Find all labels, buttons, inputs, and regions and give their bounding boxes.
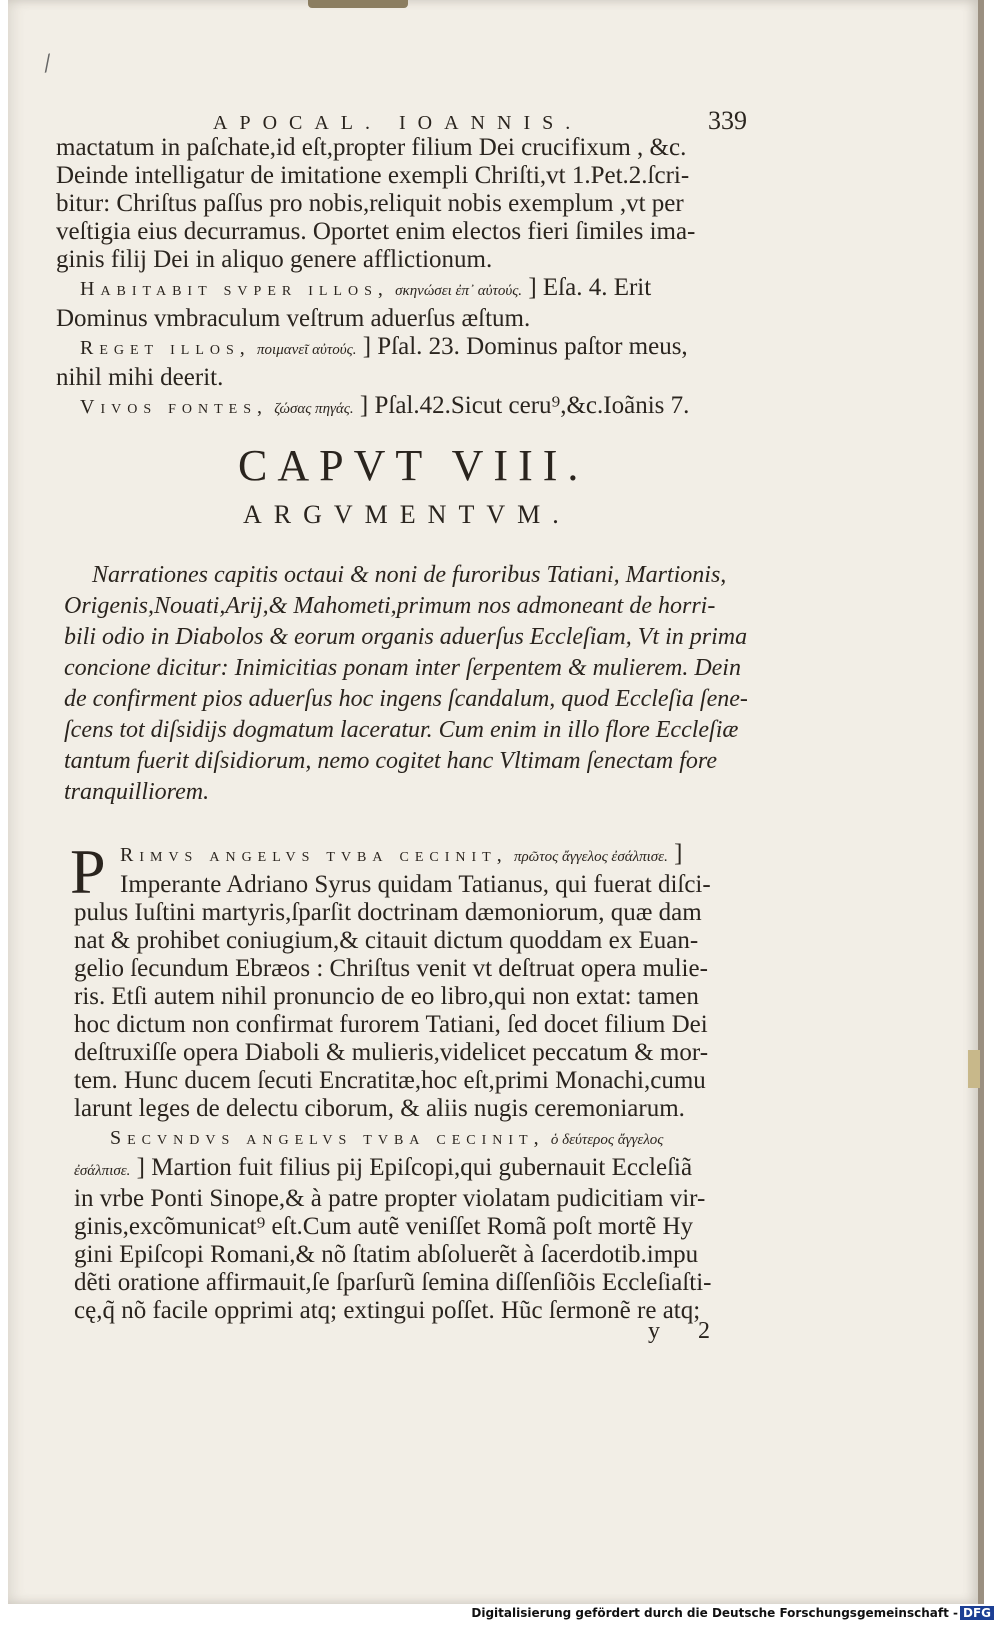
- lemma: Secvndvs angelvs tvba cecinit,: [110, 1127, 545, 1149]
- text-line: nat & prohibet coniugium,& citauit dictum quoddam ex Euan-: [74, 927, 699, 954]
- text-line: nihil mihi deerit.: [56, 364, 224, 391]
- text-line: pulus Iuſtini martyris,ſparſit doctrinam dæmoniorum, quæ dam: [74, 899, 702, 926]
- argument-line: concione dicitur: Inimicitias ponam inter ſerpentem & mulierem. Dein: [64, 655, 741, 681]
- text-line: [74, 1154, 774, 1185]
- lemma-line: [74, 840, 774, 871]
- chapter-title: CAPVT VIII.: [238, 441, 589, 490]
- greek-text: ζώσας πηγάς.: [274, 401, 354, 417]
- text-line: larunt leges de delectu ciborum, & aliis nugis ceremoniarum.: [74, 1095, 685, 1122]
- greek-text: ὁ δεύτερος ἄγγελος: [550, 1132, 664, 1148]
- lemma-line: [56, 333, 766, 364]
- argument-line: ſcens tot diſsidijs dogmatum laceratur. Cum enim in illo flore Eccleſiæ: [64, 717, 739, 743]
- text-line: ris. Etſi autem nihil pronuncio de eo libro,qui non extat: tamen: [74, 983, 699, 1010]
- argument-line: de confirment pios aduerſus hoc ingens ſcandalum, quod Eccleſia ſene-: [64, 686, 748, 712]
- lemma-line: [56, 392, 766, 423]
- argument-line: bili odio in Diabolos & eorum organis aduerſus Eccleſiam, Vt in prima: [64, 624, 748, 650]
- argument-line: Narrationes capitis octaui & noni de furoribus Tatiani, Martionis,: [92, 562, 727, 588]
- running-head: APOCAL. IOANNIS.: [213, 112, 583, 134]
- text-line: Deinde intelligatur de imitatione exempli Chriſti,vt 1.Pet.2.ſcri-: [56, 162, 690, 189]
- digitization-credit: [471, 1606, 994, 1620]
- text-line: in vrbe Ponti Sinope,& à patre propter violatam pudicitiam vir-: [74, 1185, 706, 1212]
- reference: ] Pſal.42.Sicut ceru⁹,&c.Ioãnis 7.: [359, 392, 690, 419]
- text-line: cę,q̃ nõ facile opprimi atq; extingui poſſet. Hũc ſermonẽ re atq;: [74, 1297, 701, 1324]
- reference: ] Eſa. 4. Erit: [528, 274, 652, 301]
- text-block-main: [74, 840, 774, 1325]
- book-page: [8, 0, 984, 1604]
- text-line: deſtruxiſſe opera Diaboli & mulieris,videlicet peccatum & mor-: [74, 1039, 709, 1066]
- greek-text: ἐσάλπισε.: [74, 1163, 131, 1179]
- page-number: 339: [708, 106, 747, 135]
- signature-mark: y 2: [648, 1318, 726, 1344]
- text-line: dẽti oratione affirmauit,ſe ſparſurũ ſemina diſſenſiõis Eccleſiaſti-: [74, 1269, 712, 1296]
- reference: ] Martion fuit filius pij Epiſcopi,qui gubernauit Eccleſiã: [136, 1154, 693, 1181]
- text-line: veſtigia eius decurramus. Oportet enim electos fieri ſimiles ima-: [56, 218, 696, 245]
- argument-line: tantum fuerit diſsidiorum, nemo cogitet hanc Vltimam ſenectam fore: [64, 748, 718, 774]
- text-line: Dominus vmbraculum veſtrum aduerſus æſtum.: [56, 305, 531, 332]
- text-line: mactatum in paſchate,id eſt,propter filium Dei crucifixum , &c.: [56, 134, 687, 161]
- reference: ] Pſal. 23. Dominus paſtor meus,: [362, 333, 688, 360]
- argument-text: [64, 560, 764, 808]
- lemma: Reget illos,: [80, 337, 251, 359]
- text-line: tem. Hunc ducem ſecuti Encratitæ,hoc eſt,primi Monachi,cumu: [74, 1067, 706, 1094]
- text-line: bitur: Chriſtus paſſus pro nobis,reliquit nobis exemplum ,vt per: [56, 190, 684, 217]
- text-line: gini Epiſcopi Romani,& nõ ſtatim abſoluerẽt à ſacerdotib.impu: [74, 1241, 699, 1268]
- bookmark-tab: [308, 0, 408, 8]
- lemma: Rimvs angelvs tvba cecinit,: [120, 844, 508, 866]
- lemma-line: [74, 1123, 774, 1154]
- dfg-logo: DFG: [960, 1606, 994, 1620]
- text-line: ginis,excõmunicat⁹ eſt.Cum autẽ veniſſet Romã poſt mortẽ Hy: [74, 1213, 694, 1240]
- lemma-line: [56, 274, 766, 305]
- text-line: Imperante Adriano Syrus quidam Tatianus, qui fuerat diſci-: [120, 871, 711, 898]
- reference: ]: [674, 840, 683, 867]
- greek-text: ποιμανεῖ αὐτούς.: [257, 342, 357, 358]
- text-block-top: [56, 134, 766, 423]
- text-line: hoc dictum non confirmat furorem Tatiani, ſed docet filium Dei: [74, 1011, 708, 1038]
- pencil-mark: ⁄: [41, 52, 54, 77]
- text-line: ginis filij Dei in aliquo genere afflictionum.: [56, 246, 493, 273]
- greek-text: πρῶτος ἄγγελος ἐσάλπισε.: [513, 849, 668, 865]
- lemma: Vivos fontes,: [80, 396, 269, 418]
- argument-line: tranquilliorem.: [64, 779, 210, 805]
- lemma: Habitabit svper illos,: [80, 278, 389, 300]
- argument-heading: ARGVMENTVM.: [243, 500, 571, 529]
- greek-text: σκηνώσει ἐπ᾽ αὐτούς.: [395, 283, 523, 299]
- drop-cap: P: [70, 836, 106, 907]
- credit-text: Digitalisierung gefördert durch die Deutsche Forschungsgemeinschaft -: [471, 1606, 958, 1620]
- text-line: gelio ſecundum Ebræos : Chriſtus venit vt deſtruat opera mulie-: [74, 955, 708, 982]
- argument-line: Origenis,Nouati,Arij,& Mahometi,primum nos admoneant de horri-: [64, 593, 716, 619]
- edge-tab: [968, 1050, 980, 1088]
